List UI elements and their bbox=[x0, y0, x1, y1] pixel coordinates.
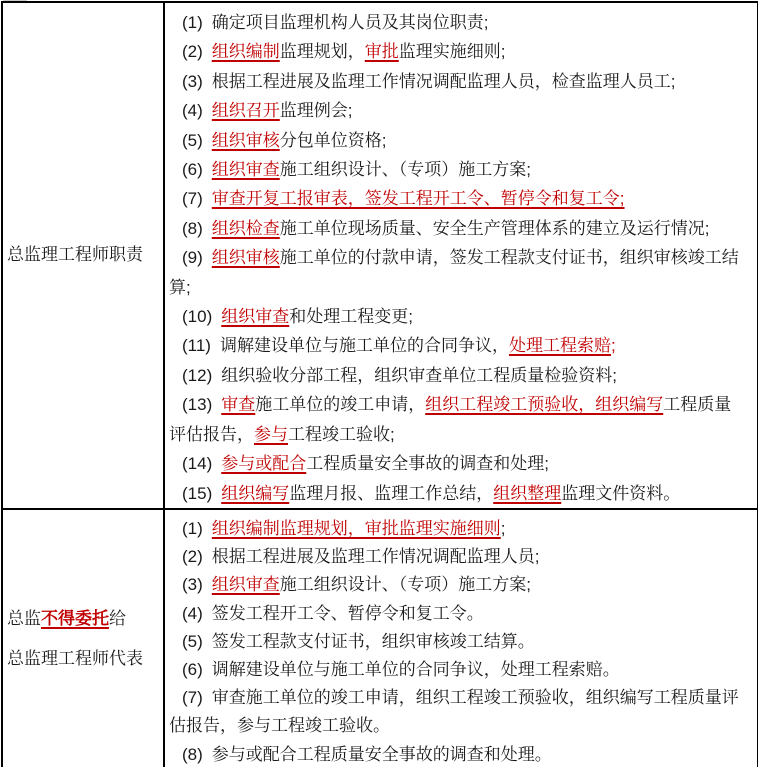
duty-item bbox=[169, 67, 745, 96]
item-number: (15) bbox=[182, 483, 213, 503]
item-number: (5) bbox=[182, 631, 203, 651]
item-number: (3) bbox=[182, 71, 203, 91]
text-segment-red: 审批 bbox=[364, 42, 399, 62]
text-segment: 分包单位资格; bbox=[279, 130, 387, 150]
item-number: (4) bbox=[182, 101, 203, 121]
text-segment: 调解建设单位与施工单位的合同争议，处理工程索赔。 bbox=[211, 659, 620, 679]
text-segment: 和处理工程变更; bbox=[289, 307, 413, 327]
text-segment: 审查施工单位的竣工申请，组织工程竣工预验收，组织编写工程质量评估报告，参与工程竣工验收。 bbox=[169, 688, 739, 736]
text-segment: 给 bbox=[109, 609, 126, 629]
table-row bbox=[2, 2, 758, 509]
item-number: (13) bbox=[182, 395, 213, 415]
row-header-line bbox=[7, 639, 160, 679]
duty-item bbox=[169, 8, 745, 37]
item-number: (2) bbox=[182, 547, 203, 567]
duty-item bbox=[169, 571, 745, 599]
duty-item bbox=[169, 741, 745, 767]
duty-item bbox=[169, 302, 745, 331]
text-segment-red: 组织审核 bbox=[211, 248, 280, 268]
text-segment-red: 参与或配合 bbox=[221, 454, 307, 474]
text-segment-red: 组织整理 bbox=[493, 483, 562, 503]
text-segment-red: 组织检查 bbox=[211, 218, 280, 238]
text-segment: 确定项目监理机构人员及其岗位职责; bbox=[211, 13, 489, 32]
text-segment-red: 组织审核 bbox=[211, 130, 280, 150]
item-number: (7) bbox=[182, 688, 203, 708]
text-segment-red: 组织审查 bbox=[211, 160, 280, 180]
duty-item bbox=[169, 600, 745, 628]
duty-item bbox=[169, 684, 745, 740]
item-number: (7) bbox=[182, 189, 203, 209]
text-segment: 总监理工程师代表 bbox=[7, 649, 143, 669]
text-segment: 总监理工程师职责 bbox=[7, 245, 143, 265]
text-segment-red: 组织编制 bbox=[211, 42, 280, 62]
text-segment-red: 组织编制监理规划，审批监理实施细则 bbox=[211, 518, 501, 538]
duty-item bbox=[169, 331, 745, 360]
item-number: (5) bbox=[182, 130, 203, 150]
item-number: (11) bbox=[182, 336, 211, 356]
duty-item bbox=[169, 184, 745, 213]
duties-table-body bbox=[2, 2, 758, 767]
text-segment: 监理例会; bbox=[279, 101, 353, 121]
text-segment: 施工组织设计、（专项）施工方案; bbox=[279, 160, 532, 180]
text-segment-red: 审查开复工报审表，签发工程开工令、暂停令和复工令; bbox=[211, 189, 625, 209]
text-segment: 监理实施细则; bbox=[398, 42, 506, 62]
duty-item bbox=[169, 37, 745, 66]
duties-table bbox=[1, 1, 758, 767]
row-header-line bbox=[7, 235, 160, 275]
item-number: (1) bbox=[182, 518, 203, 538]
text-segment-red: 组织审查 bbox=[221, 307, 290, 327]
table-row bbox=[2, 509, 758, 767]
text-segment-red: 审查 bbox=[221, 395, 256, 415]
duty-item bbox=[169, 390, 745, 449]
text-segment: 工程竣工验收; bbox=[288, 424, 395, 444]
text-segment: 调解建设单位与施工单位的合同争议， bbox=[219, 336, 509, 356]
duty-item bbox=[169, 628, 745, 656]
text-segment: 根据工程进展及监理工作情况调配监理人员; bbox=[211, 547, 540, 567]
text-segment: 监理规划， bbox=[279, 42, 365, 62]
duty-item bbox=[169, 656, 745, 684]
duty-item bbox=[169, 96, 745, 125]
item-number: (14) bbox=[182, 454, 213, 474]
text-segment: 根据工程进展及监理工作情况调配监理人员，检查监理人员工; bbox=[211, 71, 676, 91]
duty-item bbox=[169, 479, 745, 508]
text-segment-red: 组织召开 bbox=[211, 101, 280, 121]
duty-item bbox=[169, 155, 745, 184]
duty-item bbox=[169, 126, 745, 155]
item-number: (9) bbox=[182, 248, 203, 268]
text-segment: 签发工程开工令、暂停令和复工令。 bbox=[211, 603, 484, 623]
text-segment: 工程质量评估报告， bbox=[169, 395, 732, 444]
row-header-cell bbox=[2, 2, 164, 509]
item-number: (10) bbox=[182, 307, 213, 327]
text-segment-red: 参与 bbox=[254, 424, 288, 444]
row-items-cell bbox=[164, 509, 758, 767]
item-number: (1) bbox=[182, 13, 203, 32]
text-segment: 施工单位的竣工申请， bbox=[255, 395, 426, 415]
duty-item bbox=[169, 214, 745, 243]
text-segment: 监理文件资料。 bbox=[561, 483, 681, 503]
text-segment: 施工单位现场质量、安全生产管理体系的建立及运行情况; bbox=[279, 218, 710, 238]
duty-item bbox=[169, 361, 745, 390]
item-number: (4) bbox=[182, 603, 203, 623]
item-number: (2) bbox=[182, 42, 203, 62]
text-segment: 参与或配合工程质量安全事故的调查和处理。 bbox=[211, 744, 552, 764]
text-segment: 总监 bbox=[7, 609, 41, 629]
item-number: (8) bbox=[182, 218, 203, 238]
duty-item bbox=[169, 243, 745, 302]
text-segment: 监理月报、监理工作总结， bbox=[289, 483, 494, 503]
item-number: (3) bbox=[182, 575, 203, 595]
duty-item bbox=[169, 515, 745, 543]
text-segment-red: 处理工程索赔 bbox=[508, 336, 611, 356]
text-segment: 工程质量安全事故的调查和处理; bbox=[306, 454, 549, 474]
text-segment-red: ; bbox=[610, 336, 616, 356]
duty-item bbox=[169, 449, 745, 478]
text-segment-red: 组织工程竣工预验收，组织编写 bbox=[425, 395, 664, 415]
row-items-cell bbox=[164, 2, 758, 509]
text-segment-red: 组织审查 bbox=[211, 575, 280, 595]
row-header-line bbox=[7, 599, 160, 639]
item-number: (6) bbox=[182, 659, 203, 679]
item-number: (12) bbox=[182, 365, 213, 385]
text-segment: 签发工程款支付证书，组织审核竣工结算。 bbox=[211, 631, 535, 651]
item-number: (6) bbox=[182, 160, 203, 180]
text-segment: ; bbox=[500, 518, 506, 538]
row-header-cell bbox=[2, 509, 164, 767]
text-segment: 施工组织设计、（专项）施工方案; bbox=[279, 575, 532, 595]
text-segment-red: 不得委托 bbox=[41, 609, 109, 629]
text-segment-red: 组织编写 bbox=[221, 483, 290, 503]
duty-item bbox=[169, 543, 745, 571]
text-segment: 施工单位的付款申请，签发工程款支付证书，组织审核竣工结算; bbox=[169, 248, 739, 297]
text-segment: 组织验收分部工程，组织审查单位工程质量检验资料; bbox=[221, 365, 617, 385]
item-number: (8) bbox=[182, 744, 203, 764]
